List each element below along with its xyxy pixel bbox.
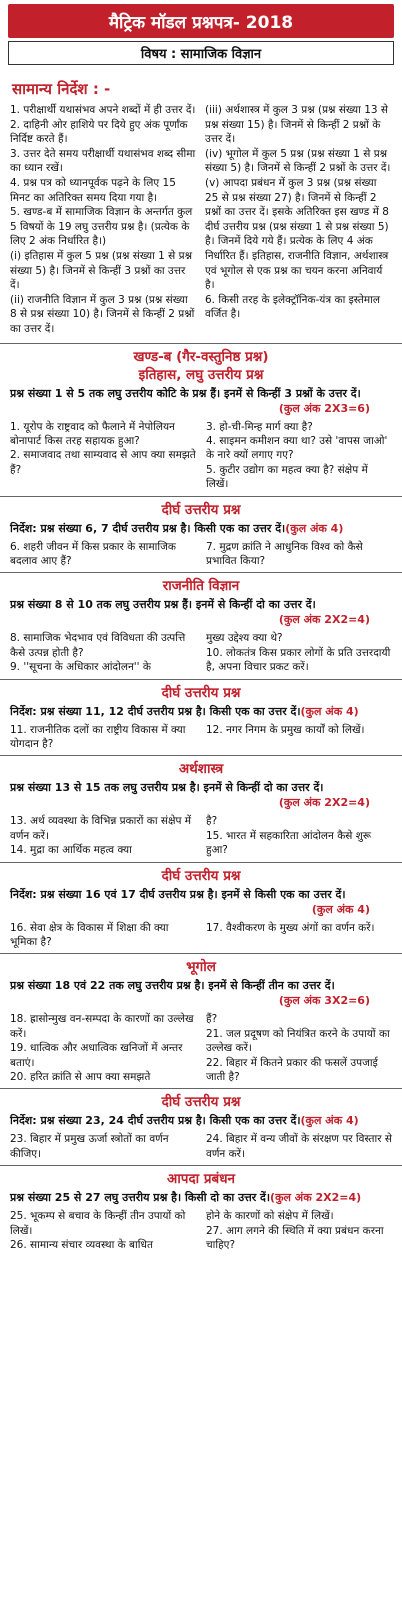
questions-right bbox=[206, 723, 392, 752]
question-item: 15. भारत में सहकारिता आंदोलन कैसे शुरू हुआ? bbox=[206, 829, 371, 857]
section-instruction: निर्देश: प्रश्न संख्या 11, 12 दीर्घ उत्तरीय प्रश्न है। किसी एक का उत्तर दें।(कुल अंक 4) bbox=[10, 704, 359, 718]
question-item: मुख्य उद्देश्य क्या थे? bbox=[206, 632, 283, 645]
economics-long-section bbox=[0, 862, 402, 954]
section-marks: (कुल अंक 4) bbox=[311, 902, 370, 916]
question-item: 19. धात्विक और अधात्विक खनिजों में अन्तर बताएं। bbox=[10, 1042, 183, 1069]
questions-right bbox=[206, 1132, 392, 1161]
question-item: 21. जल प्रदूषण को नियंत्रित करने के उपायों का उल्लेख करें। bbox=[206, 1027, 390, 1055]
instruction-item: 3. उत्तर देते समय परीक्षार्थी यथासंभव शब्द सीमा का ध्यान रखें। bbox=[10, 147, 196, 175]
general-right-column bbox=[205, 103, 392, 337]
section-instruction: प्रश्न संख्या 8 से 10 तक लघु उत्तरीय प्रश्न हैं। इनमें से किन्हीं दो का उत्तर दें। bbox=[10, 598, 316, 612]
instruction-item: (v) आपदा प्रबंधन में कुल 3 प्रश्न (प्रश्न संख्या 25 से प्रश्न संख्या 27) है। जिनमें से किन्हीं 2 प्रश्नों का उत्तर दें। इसके अतिरिक्त इस खण्ड में 8 दीर्घ उत्तरीय प्रश्न (प्रश्न संख्या 1 से प्रश्न संख्या 5) है। जिनमें दिये गये हैं। प्रत्येक के लिए 4 अंक निर्धारित हैं। इतिहास, राजनीति विज्ञान, अर्थशास्त्र एवं भूगोल से एक प्रश्न का चयन करना अनिवार्य है। bbox=[205, 176, 389, 292]
section-instruction: प्रश्न संख्या 13 से 15 तक लघु उत्तरीय प्रश्न है। इनमें से किन्हीं दो का उत्तर दें। bbox=[10, 781, 324, 795]
subject-label: विषय : सामाजिक विज्ञान bbox=[140, 47, 262, 62]
instruction-item: (iii) अर्थशास्त्र में कुल 3 प्रश्न (प्रश्न संख्या 13 से प्रश्न संख्या 15) है। जिनमें से किन्हीं 2 प्रश्नों के उत्तर दें। bbox=[205, 104, 388, 146]
section-title: भूगोल bbox=[186, 959, 216, 976]
question-item: 2. समाजवाद तथा साम्यवाद से आप क्या समझते हैं? bbox=[10, 449, 196, 476]
question-item: 3. हो-ची-मिन्ह मार्ग क्या है? bbox=[206, 420, 313, 433]
questions-right bbox=[206, 540, 392, 569]
question-item: हैं? bbox=[206, 1013, 218, 1026]
questions-left bbox=[10, 723, 196, 752]
section-title: आपदा प्रबंधन bbox=[166, 1171, 235, 1188]
section-instruction: प्रश्न संख्या 25 से 27 लघु उत्तरीय प्रश्न है। किसी दो का उत्तर दें।(कुल अंक 2X2=4) bbox=[10, 1191, 362, 1205]
section-instruction: निर्देश: प्रश्न संख्या 6, 7 दीर्घ उत्तरीय प्रश्न है। किसी एक का उत्तर दें।(कुल अंक 4) bbox=[10, 521, 344, 535]
disaster-section bbox=[0, 1165, 402, 1256]
section-instruction: निर्देश: प्रश्न संख्या 23, 24 दीर्घ उत्तरीय प्रश्न है। किसी एक का उत्तर दें।(कुल अंक 4) bbox=[10, 1114, 359, 1128]
paper-title: मैट्रिक मॉडल प्रश्नपत्र- 2018 bbox=[108, 12, 294, 33]
question-item: 4. साइमन कमीशन क्या था? उसे 'वापस जाओ' के नारे क्यों लगाए गए? bbox=[206, 434, 388, 462]
section-title: दीर्घ उत्तरीय प्रश्न bbox=[161, 1094, 241, 1111]
general-instructions bbox=[0, 65, 402, 337]
section-marks: (कुल अंक 2X2=4) bbox=[278, 613, 370, 627]
instruction-item: (i) इतिहास में कुल 5 प्रश्न (प्रश्न संख्या 1 से प्रश्न संख्या 5) है। जिनमें से किन्हीं 3 प्रश्नों का उत्तर दें। bbox=[10, 249, 193, 292]
general-left-column bbox=[10, 103, 197, 337]
instruction-item: 5. खण्ड-ब में सामाजिक विज्ञान के अन्तर्गत कुल 5 विषयों के 19 लघु उत्तरीय प्रश्न है। (प्रत्येक के लिए 2 अंक निर्धारित है।) bbox=[10, 206, 193, 248]
section-marks: (कुल अंक 2X3=6) bbox=[278, 401, 370, 415]
section-title: दीर्घ उत्तरीय प्रश्न bbox=[161, 867, 241, 884]
section-marks: (कुल अंक 4) bbox=[285, 521, 344, 535]
instruction-item: 2. दाहिनी ओर हाशिये पर दिये हुए अंक पूर्णांक निर्दिष्ट करते हैं। bbox=[10, 118, 188, 146]
economics-section bbox=[0, 755, 402, 861]
polity-section bbox=[0, 572, 402, 678]
question-item: 13. अर्थ व्यवस्था के विभिन्न प्रकारों का संक्षेप में वर्णन करें। bbox=[10, 815, 192, 842]
section-marks: (कुल अंक 4) bbox=[300, 1114, 359, 1128]
questions-right bbox=[206, 1209, 392, 1252]
questions-left bbox=[10, 540, 196, 569]
question-item: 10. लोकतंत्र किस प्रकार लोगों के प्रति उत्तरदायी है, अपना विचार प्रकट करें। bbox=[206, 646, 391, 674]
question-item: 12. नगर निगम के प्रमुख कार्यों को लिखें। bbox=[206, 723, 365, 736]
questions-left bbox=[10, 814, 196, 857]
question-item: 20. हरित क्रांति से आप क्या समझते bbox=[10, 1071, 151, 1084]
question-item: 7. मुद्रण क्रांति ने आधुनिक विश्व को कैसे प्रभावित किया? bbox=[206, 540, 363, 567]
section-marks: (कुल अंक 2X2=4) bbox=[270, 1191, 362, 1205]
instruction-item: (iv) भूगोल में कुल 5 प्रश्न (प्रश्न संख्या 1 से प्रश्न संख्या 5) है। जिनमें से किन्हीं 2 प्रश्नों के उत्तर दें। bbox=[205, 147, 391, 175]
question-item: 23. बिहार में प्रमुख ऊर्जा स्त्रोतों का वर्णन कीजिए। bbox=[10, 1133, 169, 1160]
questions-left bbox=[10, 1132, 196, 1161]
question-item: 9. ''सूचना के अधिकार आंदोलन'' के bbox=[10, 661, 151, 674]
questions-left bbox=[10, 631, 196, 674]
instruction-item: 6. किसी तरह के इलेक्ट्रॉनिक-यंत्र का इस्तेमाल वर्जित है। bbox=[205, 293, 380, 321]
section-instruction: प्रश्न संख्या 1 से 5 तक लघु उत्तरीय कोटि के प्रश्न हैं। इनमें से किन्हीं 3 प्रश्नों के उत्तर दें। bbox=[10, 386, 361, 400]
questions-left bbox=[10, 1012, 196, 1084]
subject-box bbox=[8, 41, 394, 65]
question-item: 14. मुद्रा का आर्थिक महत्व क्या bbox=[10, 844, 132, 857]
questions-right bbox=[206, 814, 392, 857]
question-item: 24. बिहार में वन्य जीवों के संरक्षण पर विस्तार से वर्णन करें। bbox=[206, 1133, 392, 1160]
question-item: होने के कारणों को संक्षेप में लिखें। bbox=[206, 1210, 334, 1223]
instruction-item: 4. प्रश्न पत्र को ध्यानपूर्वक पढ़ने के लिए 15 मिनट का अतिरिक्त समय दिया गया है। bbox=[10, 176, 176, 204]
question-item: है? bbox=[206, 815, 218, 828]
questions-right bbox=[206, 1012, 392, 1084]
instruction-item: (ii) राजनीति विज्ञान में कुल 3 प्रश्न (प्रश्न संख्या 8 से प्रश्न संख्या 10) है। जिनमें से किन्हीं 2 प्रश्नों का उत्तर दें। bbox=[10, 293, 195, 335]
question-item: 18. ह्रासोन्मुख वन-सम्पदा के कारणों का उल्लेख करें। bbox=[10, 1013, 194, 1040]
question-item: 25. भूकम्प से बचाव के किन्हीं तीन उपायों को लिखें। bbox=[10, 1210, 186, 1237]
polity-long-section bbox=[0, 679, 402, 756]
question-item: 1. यूरोप के राष्ट्रवाद को फैलाने में नेपोलियन बोनापार्ट किस तरह सहायक हुआ? bbox=[10, 420, 175, 447]
questions-left bbox=[10, 1209, 196, 1252]
questions-right bbox=[206, 631, 392, 674]
section-instruction: निर्देश: प्रश्न संख्या 16 एवं 17 दीर्घ उत्तरीय प्रश्न है। इनमें से किसी एक का उत्तर दें। bbox=[10, 887, 346, 901]
section-title: अर्थशास्त्र bbox=[178, 761, 224, 778]
question-item: 26. सामान्य संचार व्यवस्था के बाधित bbox=[10, 1239, 153, 1252]
instruction-item: 1. परीक्षार्थी यथासंभव अपने शब्दों में ही उत्तर दें। bbox=[10, 104, 196, 116]
section-title: खण्ड-ब (गैर-वस्तुनिष्ठ प्रश्न) bbox=[133, 348, 269, 365]
history-long-section bbox=[0, 496, 402, 573]
questions-left bbox=[10, 921, 196, 950]
questions-right bbox=[206, 921, 392, 950]
section-instruction: प्रश्न संख्या 18 एवं 22 तक लघु उत्तरीय प्रश्न है। इनमें से किन्हीं तीन का उत्तर दें। bbox=[10, 979, 335, 993]
section-title: दीर्घ उत्तरीय प्रश्न bbox=[161, 684, 241, 701]
question-item: 22. बिहार में कितने प्रकार की फसलें उपजाई जाती है? bbox=[206, 1056, 378, 1084]
question-item: 11. राजनीतिक दलों का राष्ट्रीय विकास में क्या योगदान है? bbox=[10, 723, 186, 750]
geography-long-section bbox=[0, 1088, 402, 1165]
section-title: दीर्घ उत्तरीय प्रश्न bbox=[161, 501, 241, 518]
question-item: 5. कुटीर उद्योग का महत्व क्या है? संक्षेप में लिखें। bbox=[206, 463, 368, 491]
questions-right bbox=[206, 420, 392, 492]
question-item: 17. वैश्वीकरण के मुख्य अंगों का वर्णन करें। bbox=[206, 921, 375, 934]
section-subtitle: इतिहास, लघु उत्तरीय प्रश्न bbox=[138, 366, 264, 383]
section-title: राजनीति विज्ञान bbox=[162, 578, 240, 595]
paper-title-banner bbox=[8, 4, 394, 38]
section-marks: (कुल अंक 3X2=6) bbox=[278, 994, 370, 1008]
question-item: 27. आग लगने की स्थिति में क्या प्रबंधन करना चाहिए? bbox=[206, 1224, 384, 1252]
general-heading: सामान्य निर्देश : - bbox=[12, 80, 111, 98]
history-section bbox=[0, 343, 402, 496]
geography-section bbox=[0, 953, 402, 1088]
section-marks: (कुल अंक 2X2=4) bbox=[278, 796, 370, 810]
question-item: 16. सेवा क्षेत्र के विकास में शिक्षा की क्या भूमिका है? bbox=[10, 921, 169, 948]
question-item: 8. सामाजिक भेदभाव एवं विविधता की उत्पत्ति कैसे उत्पन्न होती है? bbox=[10, 632, 186, 659]
section-marks: (कुल अंक 4) bbox=[300, 704, 359, 718]
questions-left bbox=[10, 420, 196, 492]
question-item: 6. शहरी जीवन में किस प्रकार के सामाजिक बदलाव आए हैं? bbox=[10, 540, 176, 567]
